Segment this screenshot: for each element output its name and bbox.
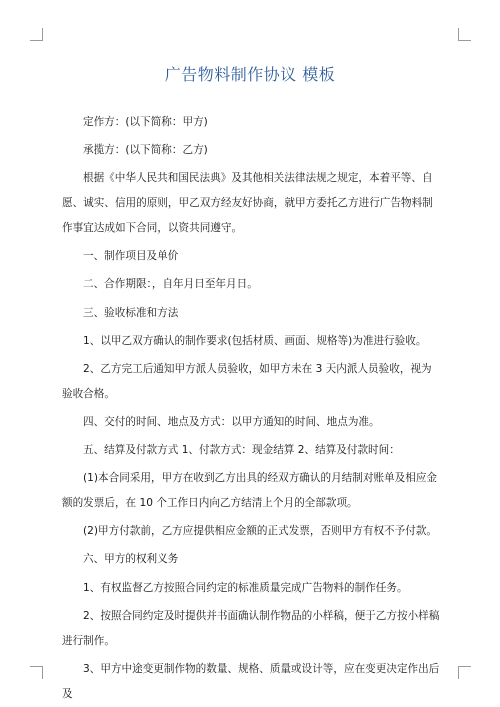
section-heading-4: 四、交付的时间、地点及方式：以甲方通知的时间、地点为准。 <box>83 415 380 428</box>
document-body <box>62 110 440 707</box>
crop-mark-top-right <box>458 28 471 41</box>
clause-6-3: 3、甲方中途变更制作物的数量、规格、质量或设计等，应在变更决定作出后及 <box>62 662 440 700</box>
paragraph-preamble: 根据《中华人民共和国民法典》及其他相关法律法规之规定，本着平等、自愿、诚实、信用的原则，甲乙双方经友好协商，就甲方委托乙方进行广告物料制作事宜达成如下合同，以资共同遵守。 <box>62 172 433 234</box>
clause-6-1: 1、有权监督乙方按照合同约定的标准质量完成广告物料的制作任务。 <box>83 581 408 594</box>
document-title: 广告物料制作协议 模板 <box>164 65 336 84</box>
section-heading-6: 六、甲方的权利义务 <box>83 553 179 566</box>
section-heading-5: 五、结算及付款方式 1、付款方式：现金结算 2、结算及付款时间： <box>83 444 400 457</box>
crop-mark-bottom-left <box>30 666 43 679</box>
crop-mark-top-left <box>30 28 43 41</box>
crop-mark-bottom-right <box>458 666 471 679</box>
clause-5-1: (1)本合同采用，甲方在收到乙方出具的经双方确认的月结制对账单及相应金额的发票后，在 10 个工作日内向乙方结清上个月的全部款项。 <box>62 472 438 510</box>
clause-3-1: 1、以甲乙双方确认的制作要求(包括材质、画面、规格等)为准进行验收。 <box>83 334 427 347</box>
paragraph-party-a: 定作方：(以下简称：甲方) <box>83 116 208 128</box>
section-heading-3: 三、验收标准和方法 <box>83 306 179 319</box>
clause-5-2: (2)甲方付款前，乙方应提供相应金额的正式发票，否则甲方有权不予付款。 <box>83 525 438 538</box>
clause-6-2: 2、按照合同约定及时提供并书面确认制作物品的小样稿，便于乙方按小样稿进行制作。 <box>62 609 440 647</box>
section-heading-1: 一、制作项目及单价 <box>83 250 179 263</box>
paragraph-party-b: 承揽方：(以下简称：乙方) <box>83 144 208 157</box>
section-heading-2: 二、合作期限：，自年月日至年月日。 <box>83 278 258 291</box>
clause-3-2: 2、乙方完工后通知甲方派人员验收，如甲方未在 3 天内派人员验收，视为验收合格。 <box>62 362 432 400</box>
